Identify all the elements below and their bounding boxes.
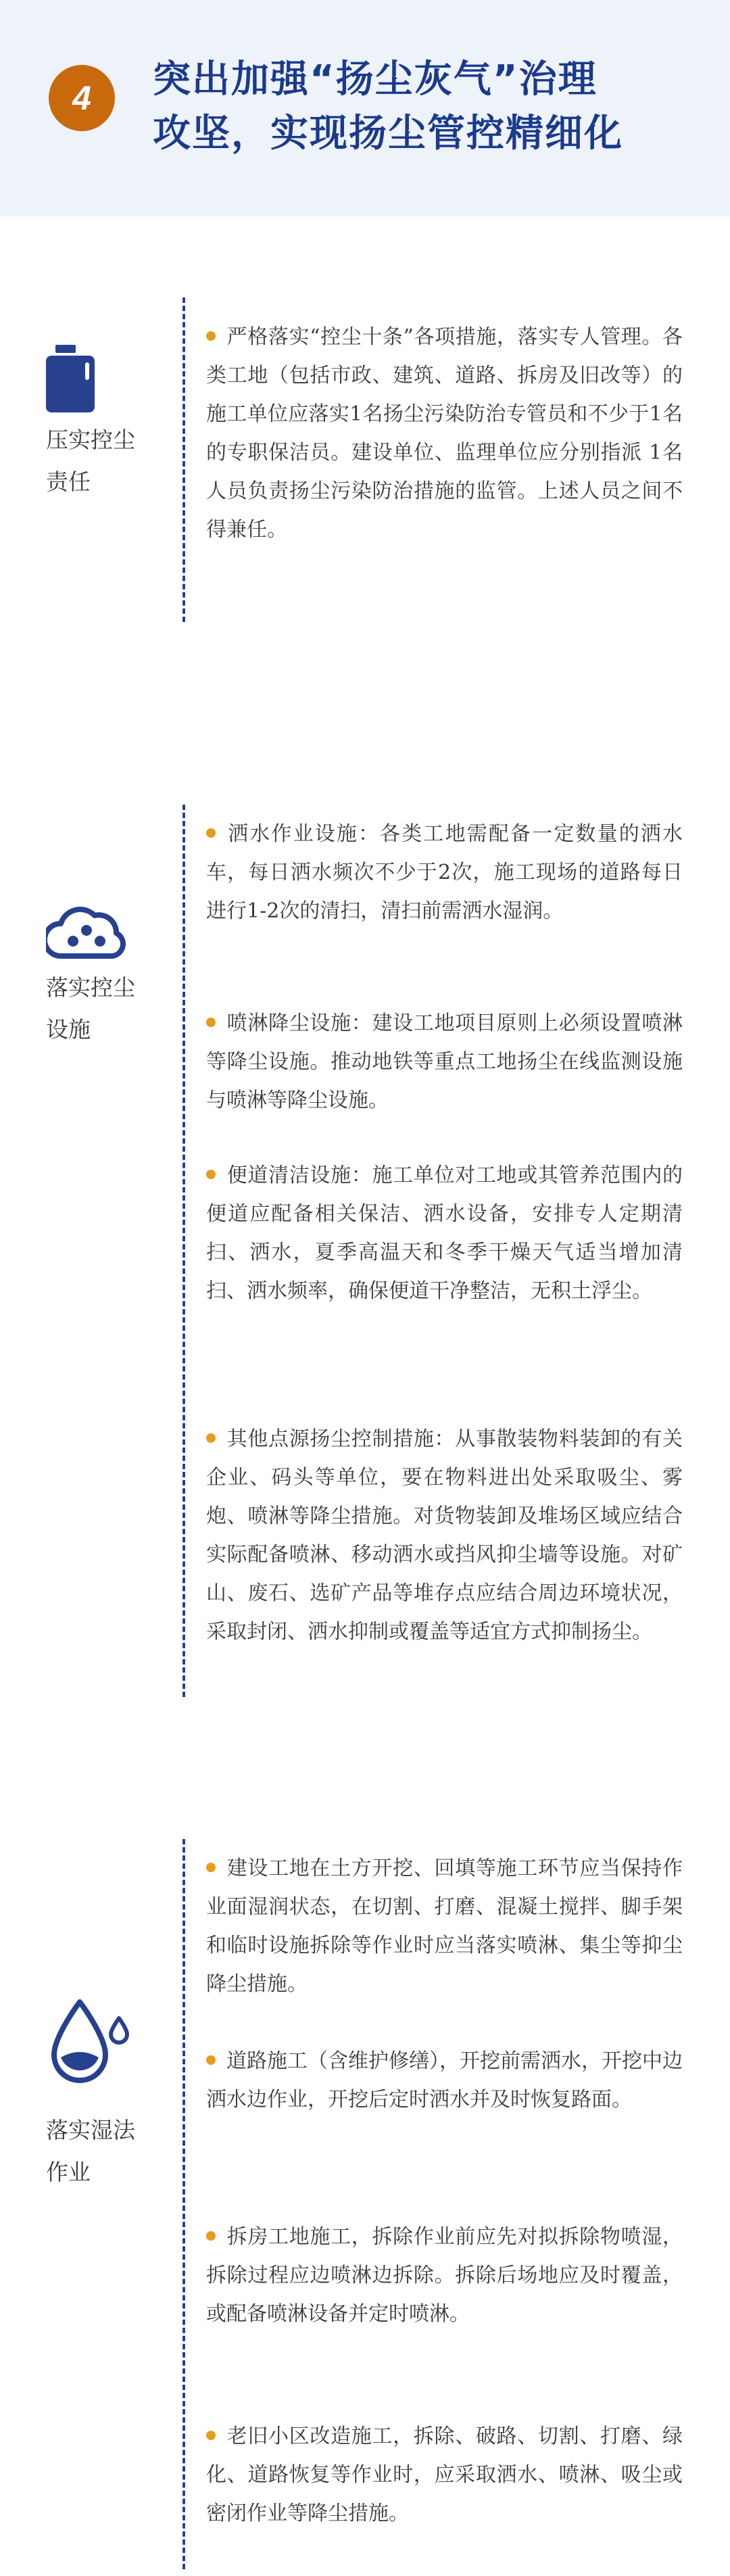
- bullet-dot-icon: [206, 2055, 216, 2065]
- bullet-dot-icon: [206, 2431, 216, 2440]
- section-dust-responsibility: [0, 297, 730, 629]
- bottle-icon: [46, 345, 95, 415]
- bullet-dot-icon: [206, 1018, 216, 1027]
- list-item: 喷淋降尘设施：建设工地项目原则上必须设置喷淋等降尘设施。推动地铁等重点工地扬尘在线监测设施与喷淋等降尘设施。: [206, 1011, 683, 1112]
- water-drop-icon: [46, 1998, 134, 2089]
- list-item: 拆房工地施工，拆除作业前应先对拟拆除物喷湿，拆除过程应边喷淋边拆除。拆除后场地应及时覆盖，或配备喷淋设备并定时喷淋。: [206, 2225, 683, 2326]
- bullet-dot-icon: [206, 1170, 216, 1179]
- bullet-dot-icon: [206, 331, 216, 341]
- list-item: 其他点源扬尘控制措施：从事散装物料装卸的有关企业、码头等单位，要在物料进出处采取吸尘、雾炮、喷淋等降尘措施。对货物装卸及堆场区域应结合实际配备喷淋、移动洒水或挡风抑尘墙等设施。对矿山、废石、选矿产品等堆存点应结合周边环境状况，采取封闭、洒水抑制或覆盖等适宜方式抑制扬尘。: [206, 1427, 683, 1644]
- section-header: [0, 0, 730, 216]
- bullet-dot-icon: [206, 828, 216, 838]
- list-item: 便道清洁设施：施工单位对工地或其管养范围内的便道应配备相关保洁、洒水设备，安排专人定期清扫、洒水，夏季高温天和冬季干燥天气适当增加清扫、洒水频率，确保便道干净整洁，无积土浮尘。: [206, 1164, 683, 1303]
- bullet-dot-icon: [206, 1433, 216, 1443]
- list-item: 建设工地在土方开挖、回填等施工环节应当保持作业面湿润状态，在切割、打磨、混凝土搅拌、脚手架和临时设施拆除等作业时应当落实喷淋、集尘等抑尘降尘措施。: [206, 1857, 683, 1996]
- bullet-dot-icon: [206, 1863, 216, 1872]
- dust-cloud-icon: [46, 899, 127, 963]
- list-item: 洒水作业设施：各类工地需配备一定数量的洒水车，每日洒水频次不少于2次，施工现场的道路每日进行1-2次的清扫，清扫前需洒水湿润。: [206, 822, 683, 923]
- section-title: [153, 53, 707, 161]
- section-dust-facilities: [0, 805, 730, 1717]
- list-item: 严格落实“控尘十条”各项措施，落实专人管理。各类工地（包括市政、建筑、道路、拆房及旧改等）的施工单位应落实1名扬尘污染防治专管员和不少于1名的专职保洁员。建设单位、监理单位应分别指派 1名人员负责扬尘污染防治措施的监管。上述人员之间不得兼任。: [206, 325, 683, 542]
- section-label: 压实控尘 责任: [46, 427, 135, 495]
- list-item: 道路施工（含维护修缮），开挖前需洒水，开挖中边洒水边作业，开挖后定时洒水并及时恢复路面。: [206, 2049, 683, 2112]
- dashed-divider: [182, 1839, 185, 2569]
- title-line-1: 突出加强“扬尘灰气”治理: [153, 57, 598, 101]
- bullet-dot-icon: [206, 2231, 216, 2241]
- dashed-divider: [182, 297, 185, 622]
- list-item: 老旧小区改造施工，拆除、破路、切割、打磨、绿化、道路恢复等作业时，应采取洒水、喷淋、吸尘或密闭作业等降尘措施。: [206, 2425, 683, 2525]
- section-label: 落实控尘 设施: [46, 974, 135, 1043]
- dashed-divider: [182, 805, 185, 1697]
- title-line-2: 攻坚，实现扬尘管控精细化: [153, 112, 623, 156]
- section-wet-operation: [0, 1839, 730, 2576]
- section-label: 落实湿法 作业: [46, 2117, 135, 2185]
- section-number-badge: 4: [49, 65, 115, 131]
